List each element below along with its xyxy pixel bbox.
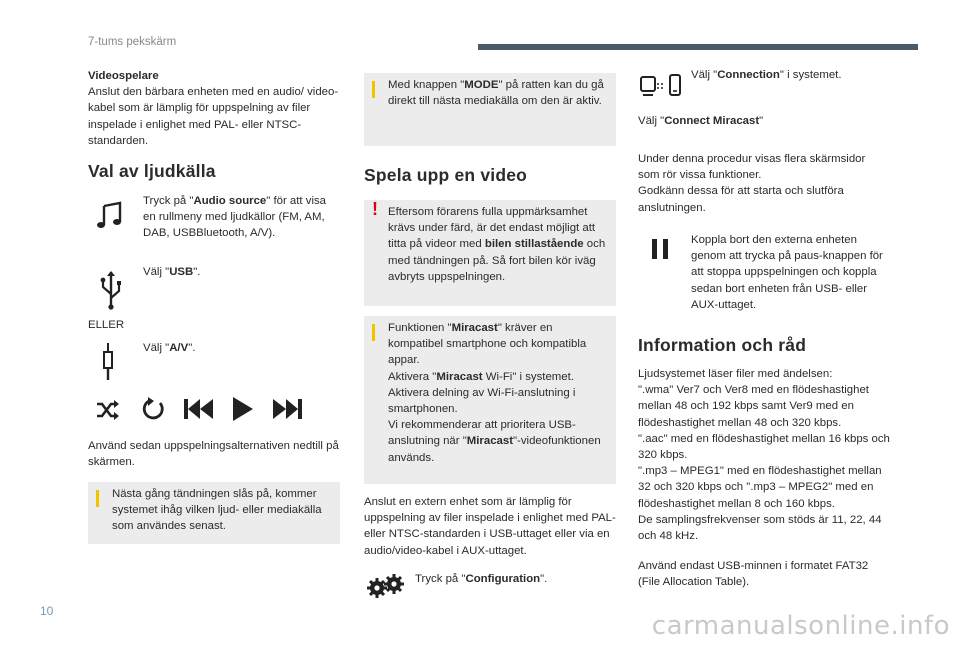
koppla-text: Koppla bort den externa enheten genom att trycka på paus-knappen för att stoppa uppspelningen och koppla sedan bort enheten från USB- eller AUX-uttaget.: [691, 234, 883, 311]
godkann-text: Godkänn dessa för att starta och slutföra anslutningen.: [638, 185, 844, 214]
repeat-icon: [140, 396, 166, 422]
info-box-memory: [88, 482, 340, 544]
pause-icon: [651, 238, 671, 260]
info-marker-icon: [372, 81, 375, 98]
info-line: De samplingsfrekvenser som stöds är 11, 22, 44 och 48 kHz.: [638, 513, 882, 543]
miracast-text: [388, 320, 610, 466]
anvand-text: Använd sedan uppspelningsalternativen nedtill på skärmen.: [88, 440, 339, 469]
info-line: ".mp3 – MPEG1" med en flödeshastighet mellan 32 och 320 kbps och ".mp3 – MPEG2" med en flödeshastighet mellan 8 och 160 kbps.: [638, 465, 882, 510]
shuffle-icon: [95, 399, 119, 421]
spela-heading: Spela upp en video: [364, 165, 528, 185]
usb-icon: [100, 270, 122, 310]
eller-text: ELLER: [88, 319, 125, 331]
header-bar: [478, 44, 918, 50]
watermark: carmanualsonline.info: [651, 611, 950, 641]
music-note-icon: [95, 200, 125, 230]
info-line: ".aac" med en flödeshastighet mellan 16 kbps och 320 kbps.: [638, 432, 890, 462]
configuration-text: Tryck på "Configuration".: [415, 573, 548, 585]
info-box-mode: [364, 73, 616, 146]
anslut-text: Anslut en extern enhet som är lämplig för uppspelning av filer inspelade i enlighet med PAL- eller NTSC-standarden i USB-uttaget eller via en audio/video-kabel i AUX-uttaget.: [364, 496, 616, 557]
previous-icon: [184, 398, 214, 420]
videospelare-block: [88, 68, 340, 149]
warning-icon: !: [372, 199, 378, 219]
info-box-text: Nästa gång tändningen slås på, kommer systemet ihåg vilken ljud- eller mediakälla som användes senast.: [112, 488, 322, 533]
play-icon: [232, 396, 254, 422]
warning-box: [364, 200, 616, 306]
info-line: ".wma" Ver7 och Ver8 med en flödeshastighet mellan 48 och 192 kbps samt Ver9 med en: [638, 384, 869, 413]
warning-text: Eftersom förarens fulla uppmärksamhet krävs under färd, är det endast möjligt att titta på videor med bilen stillastående och med tändningen på. Så fort bilen kör iväg avbryts uppspelningen.: [388, 206, 606, 283]
audio-source-text: Tryck på "Audio source" för att visa en rullmeny med ljudkällor (FM, AM, DAB, USBBluetooth, A/V).: [143, 195, 327, 240]
videospelare-text: Anslut den bärbara enheten med en audio/ video-kabel som är lämplig för uppspelning av filer inspelade i enlighet med PAL- eller NTSC-standarden.: [88, 86, 339, 147]
mode-text: Med knappen "MODE" på ratten kan du gå direkt till nästa mediakälla om den är aktiv.: [388, 79, 604, 108]
connection-text: Välj "Connection" i systemet.: [691, 69, 842, 81]
av-plug-icon: [101, 342, 115, 382]
miracast-line-3: Aktivera delning av Wi-Fi-anslutning i smartphonen.: [388, 386, 576, 416]
section-title: 7-tums pekskärm: [88, 36, 177, 48]
next-icon: [272, 398, 302, 420]
config-gears-icon: [366, 573, 406, 599]
fat-text: Använd endast USB-minnen i formatet FAT32 (File Allocation Table).: [638, 560, 869, 589]
under-block: [638, 151, 888, 216]
under-text: Under denna procedur visas flera skärmsidor som rör vissa funktioner.: [638, 153, 866, 182]
valj-usb-text: Välj "USB".: [143, 266, 201, 278]
connect-miracast-text: Välj "Connect Miracast": [638, 115, 764, 127]
info-heading: Information och råd: [638, 335, 807, 355]
info-line: flödeshastighet mellan 48 och 320 kbps.: [638, 416, 842, 429]
valj-av-text: Välj "A/V".: [143, 342, 196, 354]
miracast-line-1: Funktionen "Miracast" kräver en kompatibel smartphone och kompatibla appar.: [388, 322, 587, 367]
info-block: [638, 366, 892, 544]
val-heading: Val av ljudkälla: [88, 161, 216, 181]
connection-icon: [639, 73, 683, 99]
miracast-line-4: Vi rekommenderar att prioritera USB-anslutning när "Miracast"-videofunktionen används.: [388, 419, 601, 464]
info-marker-icon: [372, 324, 375, 341]
info-box-miracast: [364, 316, 616, 484]
page-number: 10: [40, 604, 54, 618]
miracast-line-2: Aktivera "Miracast Wi-Fi" i systemet.: [388, 370, 574, 383]
videospelare-title: Videospelare: [88, 70, 159, 82]
info-marker-icon: [96, 490, 99, 507]
info-line: Ljudsystemet läser filer med ändelsen:: [638, 368, 833, 380]
